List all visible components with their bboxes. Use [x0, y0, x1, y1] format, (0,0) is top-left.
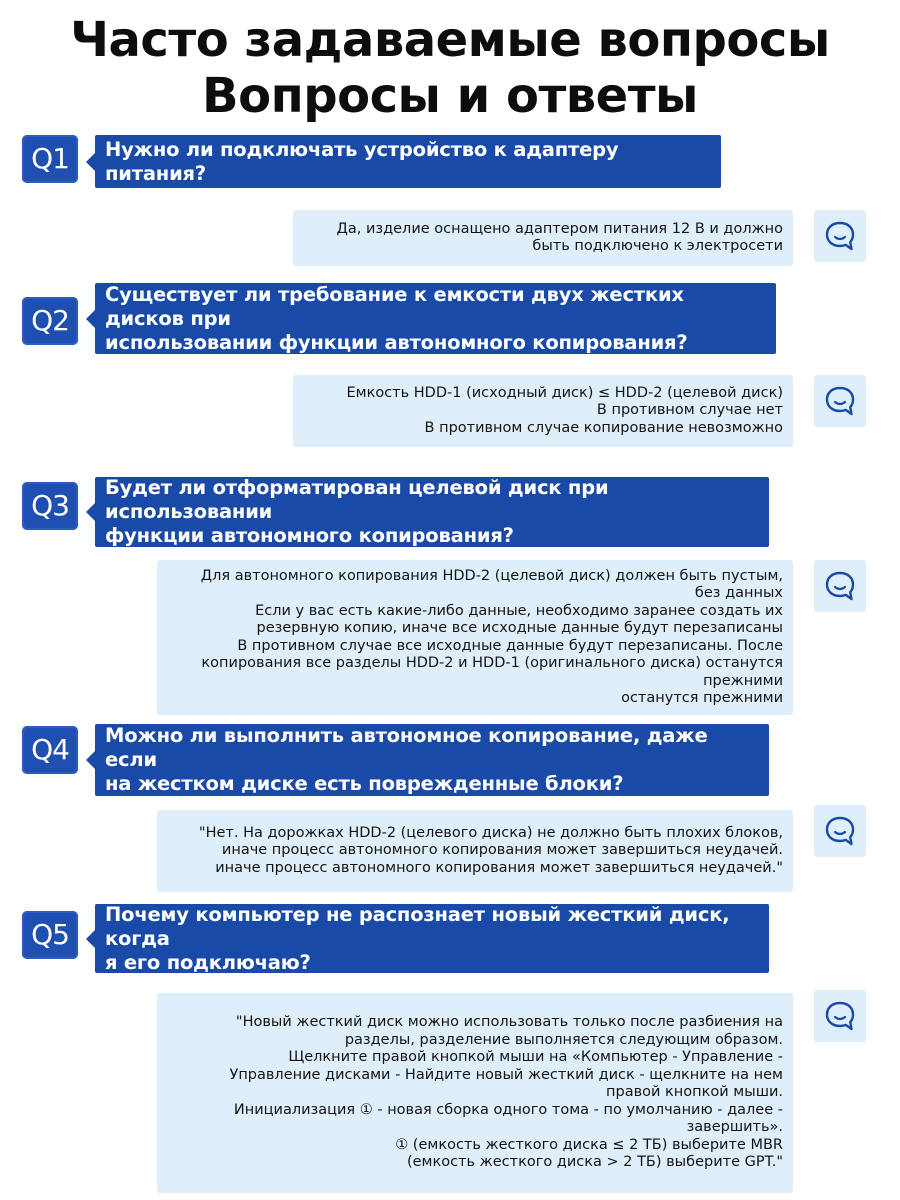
page-title: Часто задаваемые вопросы [70, 12, 830, 68]
answer-line: Инициализация ① - новая сборка одного тома - по умолчанию - далее - [233, 1101, 783, 1118]
answer-line: резервную копию, иначе все исходные данные будут перезаписаны [256, 620, 783, 636]
q1-answer [293, 210, 793, 266]
chat-bubble-icon [823, 999, 857, 1033]
chat-bubble-icon [823, 569, 857, 603]
page-subtitle: Вопросы и ответы [202, 68, 698, 124]
q5-chat-icon-box [814, 990, 866, 1042]
answer-line: Если у вас есть какие-либо данные, необходимо заранее создать их [255, 602, 783, 619]
answer-line: (емкость жесткого диска > 2 ТБ) выберите GPT." [406, 1154, 783, 1171]
question-line: Нужно ли подключать устройство к адаптеру питания? [105, 137, 619, 185]
q3-question [95, 477, 769, 547]
answer-line: без данных [694, 585, 783, 601]
answer-line: Щелкните правой кнопкой мыши на «Компьютер - Управление - [288, 1049, 783, 1066]
answer-line: правой кнопкой мыши. [606, 1084, 783, 1101]
q1-badge: Q1 [22, 135, 78, 183]
question-line: Почему компьютер не распознает новый жесткий диск, когда [105, 902, 730, 950]
answer-line: завершить». [686, 1119, 783, 1136]
q2-badge: Q2 [22, 297, 78, 345]
q2-question [95, 283, 776, 354]
answer-line: В противном случае копирование невозможно [424, 419, 783, 436]
q3-answer [157, 560, 793, 715]
answer-line: "Новый жесткий диск можно использовать только после разбиения на [235, 1014, 783, 1031]
question-line: функции автономного копирования? [105, 524, 514, 547]
question-line: Будет ли отформатирован целевой диск при использовании [105, 476, 609, 523]
q5-badge: Q5 [22, 911, 78, 959]
answer-line: иначе процесс автономного копирования может завершиться неудачей. [221, 842, 783, 859]
answer-line: "Нет. На дорожках HDD-2 (целевого диска) не должно быть плохих блоков, [198, 824, 783, 841]
answer-line: В противном случае нет [596, 402, 783, 419]
answer-line: быть подключено к электросети [532, 238, 783, 254]
q4-question [95, 724, 769, 796]
answer-line: Емкость HDD-1 (исходный диск) ≤ HDD-2 (целевой диск) [346, 384, 783, 401]
q4-badge: Q4 [22, 726, 78, 774]
answer-line: Да, изделие оснащено адаптером питания 12 В и должно [336, 220, 783, 237]
question-line: Можно ли выполнить автономное копирование, даже если [105, 724, 708, 771]
answer-line: Для автономного копирования HDD-2 (целевой диск) должен быть пустым, [200, 567, 783, 584]
question-line: на жестком диске есть поврежденные блоки? [105, 772, 624, 795]
q1-chat-icon-box [814, 210, 866, 262]
q3-badge: Q3 [22, 482, 78, 530]
chat-bubble-icon [823, 219, 857, 253]
q2-chat-icon-box [814, 375, 866, 427]
answer-line: иначе процесс автономного копирования может завершиться неудачей." [215, 859, 783, 876]
answer-line: копирования все разделы HDD-2 и HDD-1 (оригинального диска) останутся [201, 655, 783, 671]
chat-bubble-icon [823, 384, 857, 418]
q3-chat-icon-box [814, 560, 866, 612]
q4-answer [157, 810, 793, 892]
answer-line: ① (емкость жесткого диска ≤ 2 ТБ) выберите MBR [395, 1136, 783, 1153]
chat-bubble-icon [823, 814, 857, 848]
answer-line: останутся прежними [621, 690, 783, 706]
question-line: использовании функции автономного копирования? [105, 330, 688, 354]
q2-answer [293, 375, 793, 447]
question-line: Существует ли требование к емкости двух жестких дисков при [105, 282, 684, 330]
answer-line: прежними [703, 672, 783, 689]
question-line: я его подключаю? [105, 950, 311, 974]
answer-line: В противном случае все исходные данные будут перезаписаны. После [237, 637, 783, 654]
q5-answer [157, 993, 793, 1193]
answer-line: разделы, разделение выполняется следующим образом. [344, 1031, 783, 1048]
q1-question [95, 135, 721, 188]
q5-question [95, 904, 769, 973]
q4-chat-icon-box [814, 805, 866, 857]
answer-line: Управление дисками - Найдите новый жесткий диск - щелкните на нем [229, 1066, 783, 1083]
